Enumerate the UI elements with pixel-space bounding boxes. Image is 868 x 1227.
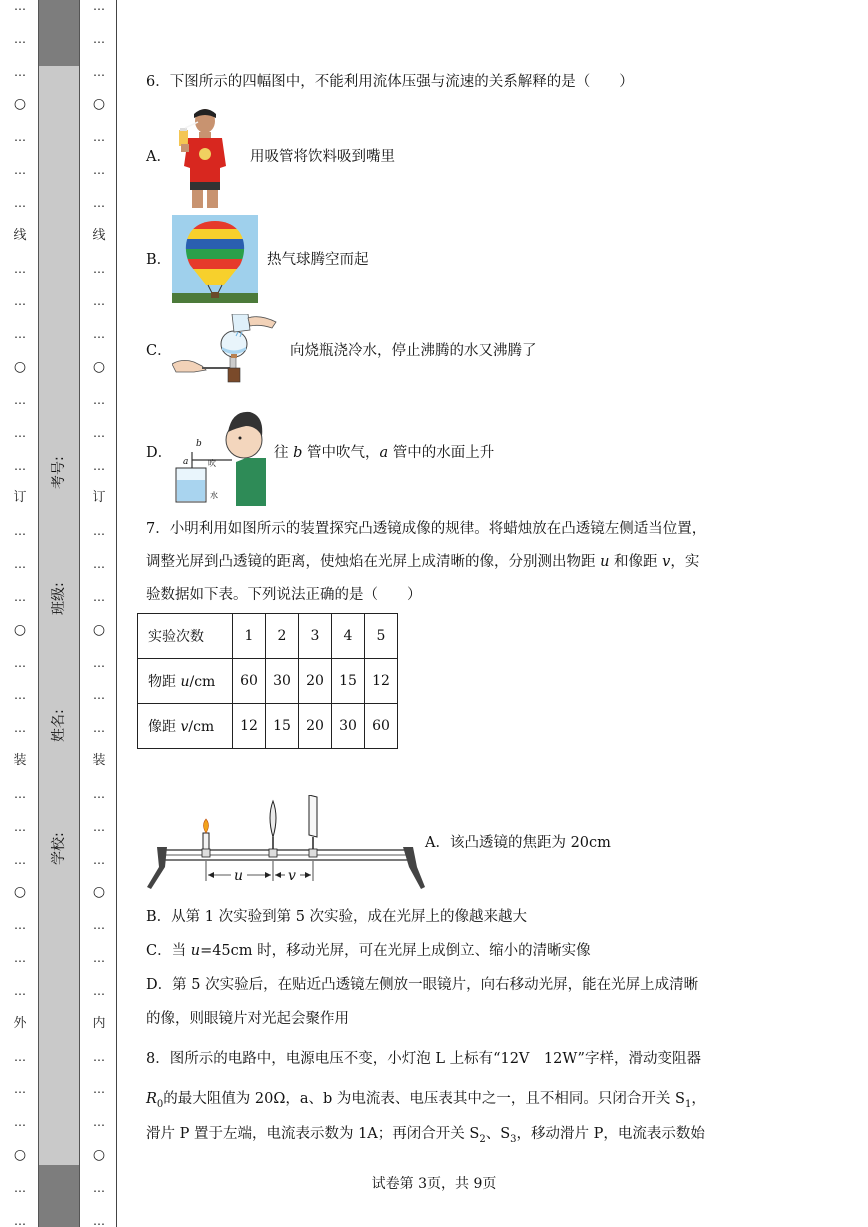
q6-stem: 6．下图所示的四幅图中，不能利用流体压强与流速的关系解释的是（ ）: [146, 74, 634, 90]
q7-stem-line-3: 验数据如下表。下列说法正确的是（ ）: [146, 587, 422, 603]
binding-dots: …: [93, 721, 105, 736]
binding-dots: …: [93, 1115, 105, 1130]
binding-dots: …: [14, 819, 26, 834]
binding-dots: …: [14, 786, 26, 801]
binding-dots: …: [14, 327, 26, 342]
binding-dots: …: [93, 1180, 105, 1195]
class-label: 班级:: [51, 582, 67, 615]
binding-dots: …: [93, 951, 105, 966]
binding-dots: …: [93, 31, 105, 46]
q6-option-a-letter: A．: [146, 149, 171, 165]
binding-circle-mark: ○: [13, 621, 27, 638]
binding-circle-mark: ○: [92, 884, 106, 901]
q8-stem-line-2: $R_0$的最大阻值为 20Ω，a、b 为电流表、电压表其中之一，且不相同。只闭合开关 $S_1$，: [146, 1091, 706, 1110]
table-cell: 60: [365, 704, 398, 749]
binding-dots: …: [14, 655, 26, 670]
table-header-image-distance: 像距 v/cm: [138, 704, 233, 749]
binding-dots: …: [93, 294, 105, 309]
binding-dots: …: [93, 1213, 105, 1227]
binding-char: 订: [13, 490, 27, 506]
page-footer: 试卷第 3页，共 9页: [371, 1176, 497, 1192]
binding-dots: …: [14, 557, 26, 572]
q6-option-a-text: 用吸管将饮料吸到嘴里: [250, 149, 395, 165]
binding-dots: …: [93, 589, 105, 604]
binding-dots: …: [14, 852, 26, 867]
binding-dots: …: [14, 294, 26, 309]
table-cell: 12: [233, 704, 266, 749]
q7-option-b: B．从第 1 次实验到第 5 次实验，成在光屏上的像越来越大: [146, 909, 528, 925]
binding-circle-mark: ○: [92, 621, 106, 638]
binding-dots: …: [14, 163, 26, 178]
binding-dots: …: [93, 557, 105, 572]
table-row: [138, 704, 398, 749]
q7-option-a: A．该凸透镜的焦距为 20cm: [425, 835, 611, 851]
binding-dots: …: [93, 786, 105, 801]
binding-dots: …: [14, 1180, 26, 1195]
q8-stem-line-3: 滑片 P 置于左端，电流表示数为 1A；再闭合开关 $S_2$、$S_3$，移动滑片 P，电流表示数始: [146, 1126, 705, 1145]
binding-dots: …: [14, 1049, 26, 1064]
q7-option-d-line-1: D．第 5 次实验后，在贴近凸透镜左侧放一眼镜片，向右移动光屏，能在光屏上成清晰: [146, 977, 699, 993]
q6-option-b-text: 热气球腾空而起: [267, 252, 369, 268]
fig-d-label-a: a: [183, 457, 189, 467]
binding-circle-mark: ○: [92, 359, 106, 376]
binding-dots: …: [14, 951, 26, 966]
binding-dots: …: [93, 819, 105, 834]
table-header-object-distance: 物距 u/cm: [138, 659, 233, 704]
inner-dotted-binding-line: [89, 0, 109, 1227]
binding-dots: …: [93, 458, 105, 473]
table-cell: 20: [299, 659, 332, 704]
binding-circle-mark: ○: [13, 96, 27, 113]
binding-dots: …: [14, 1082, 26, 1097]
q6-option-d-text: 往 b 管中吹气，a 管中的水面上升: [274, 445, 495, 461]
binding-dots: …: [14, 1115, 26, 1130]
fig-d-label-b: b: [196, 439, 202, 449]
binding-dots: …: [93, 1082, 105, 1097]
q7-option-c: C．当 u=45cm 时，移动光屏，可在光屏上成倒立、缩小的清晰实像: [146, 943, 591, 959]
binding-char: 装: [13, 753, 27, 769]
binding-dots: …: [93, 64, 105, 79]
boy-drinking-straw-image: [172, 104, 238, 210]
table-cell: 30: [332, 704, 365, 749]
binding-dots: …: [14, 261, 26, 276]
binding-dots: …: [14, 918, 26, 933]
table-row: [138, 614, 398, 659]
optical-bench-diagram: [145, 795, 427, 895]
fig-d-label-water: 水: [210, 491, 218, 500]
binding-dots: …: [14, 458, 26, 473]
binding-circle-mark: ○: [13, 884, 27, 901]
fig-d-label-blow: 吹: [208, 459, 216, 468]
table-cell: 30: [266, 659, 299, 704]
binding-dots: …: [14, 983, 26, 998]
binding-dots: …: [93, 425, 105, 440]
exam-number-label: 考号:: [51, 456, 67, 489]
binding-dots: …: [14, 589, 26, 604]
binding-dots: …: [93, 918, 105, 933]
hot-air-balloon-image: [172, 215, 258, 303]
table-cell: 5: [365, 614, 398, 659]
binding-dots: …: [14, 195, 26, 210]
blowing-straw-water-image: [170, 402, 266, 506]
binding-circle-mark: ○: [92, 1146, 106, 1163]
binding-dots: …: [93, 195, 105, 210]
binding-circle-mark: ○: [13, 359, 27, 376]
outer-dotted-binding-line: [10, 0, 30, 1227]
strip-top-block: [39, 0, 79, 66]
table-cell: 15: [332, 659, 365, 704]
table-cell: 12: [365, 659, 398, 704]
binding-dots: …: [14, 524, 26, 539]
q8-stem-line-1: 8．图所示的电路中，电源电压不变，小灯泡 L 上标有“12V 12W”字样，滑动变阻器: [146, 1051, 701, 1067]
q7-stem-line-2: 调整光屏到凸透镜的距离，使烛焰在光屏上成清晰的像，分别测出物距 u 和像距 v，实: [146, 554, 700, 570]
table-cell: 4: [332, 614, 365, 659]
binding-char: 装: [92, 753, 106, 769]
binding-dots: …: [14, 688, 26, 703]
binding-dots: …: [93, 1049, 105, 1064]
table-header-trial: 实验次数: [138, 614, 233, 659]
table-cell: 15: [266, 704, 299, 749]
name-label: 姓名:: [51, 709, 67, 742]
binding-dots: …: [14, 0, 26, 13]
q7-data-table: [137, 613, 398, 749]
binding-dots: …: [93, 130, 105, 145]
margin-divider: [116, 0, 117, 1227]
binding-dots: …: [93, 852, 105, 867]
binding-dots: …: [93, 688, 105, 703]
table-cell: 60: [233, 659, 266, 704]
binding-char: 线: [13, 227, 27, 243]
q6-option-b-letter: B．: [146, 252, 172, 268]
q6-option-c-text: 向烧瓶浇冷水，停止沸腾的水又沸腾了: [290, 343, 537, 359]
binding-dots: …: [93, 261, 105, 276]
binding-dots: …: [14, 425, 26, 440]
binding-dots: …: [14, 31, 26, 46]
binding-dots: …: [14, 721, 26, 736]
binding-dots: …: [14, 1213, 26, 1227]
binding-char: 线: [92, 227, 106, 243]
school-label: 学校:: [51, 832, 67, 865]
binding-char: 订: [92, 490, 106, 506]
table-cell: 1: [233, 614, 266, 659]
fig-label-u: u: [234, 868, 244, 884]
q6-option-d-letter: D．: [146, 445, 173, 461]
binding-char: 外: [13, 1015, 27, 1031]
binding-dots: …: [14, 64, 26, 79]
table-cell: 3: [299, 614, 332, 659]
flask-cold-water-image: [172, 314, 284, 386]
table-cell: 2: [266, 614, 299, 659]
binding-dots: …: [14, 130, 26, 145]
table-cell: 20: [299, 704, 332, 749]
binding-dots: …: [93, 392, 105, 407]
binding-dots: …: [93, 983, 105, 998]
binding-dots: …: [93, 0, 105, 13]
table-row: [138, 659, 398, 704]
binding-circle-mark: ○: [13, 1146, 27, 1163]
binding-dots: …: [14, 392, 26, 407]
q7-stem-line-1: 7．小明利用如图所示的装置探究凸透镜成像的规律。将蜡烛放在凸透镜左侧适当位置，: [146, 521, 707, 537]
binding-dots: …: [93, 655, 105, 670]
fig-label-v: v: [288, 868, 296, 884]
binding-dots: …: [93, 327, 105, 342]
binding-dots: …: [93, 524, 105, 539]
binding-dots: …: [93, 163, 105, 178]
q7-option-d-line-2: 的像，则眼镜片对光起会聚作用: [146, 1011, 349, 1027]
binding-char: 内: [92, 1015, 106, 1031]
binding-circle-mark: ○: [92, 96, 106, 113]
q6-option-c-letter: C．: [146, 343, 172, 359]
